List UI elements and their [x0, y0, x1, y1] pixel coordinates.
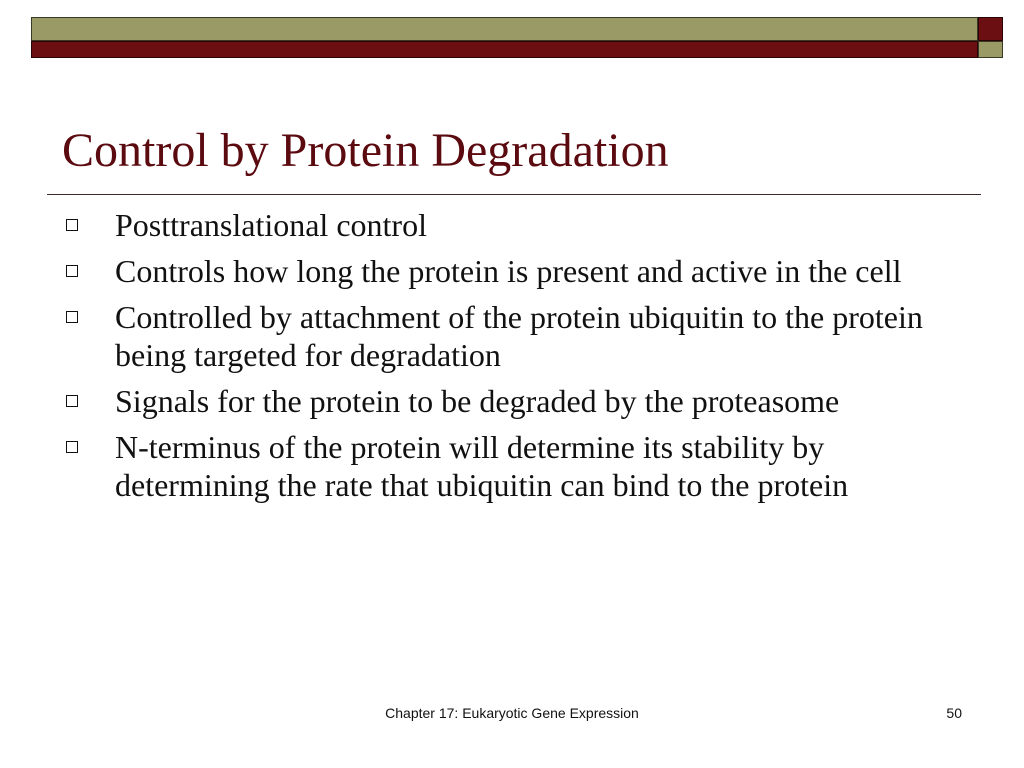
- bullet-text: Controlled by attachment of the protein ubiquitin to the protein being targeted for degradation: [115, 299, 923, 373]
- hollow-square-bullet-icon: [66, 395, 78, 407]
- bullet-list: [60, 206, 960, 512]
- slide-footer: Chapter 17: Eukaryotic Gene Expression: [385, 705, 639, 721]
- slide-title: Control by Protein Degradation: [62, 124, 669, 177]
- hollow-square-bullet-icon: [66, 311, 78, 323]
- title-divider: [47, 194, 981, 195]
- bullet-item: [60, 382, 960, 420]
- header-maroon-bar: [31, 41, 978, 58]
- hollow-square-bullet-icon: [66, 265, 78, 277]
- bullet-item: [60, 206, 960, 244]
- header-olive-bar: [31, 17, 978, 41]
- bullet-item: [60, 252, 960, 290]
- hollow-square-bullet-icon: [66, 441, 78, 453]
- bullet-text: Posttranslational control: [115, 207, 427, 243]
- page-number: 50: [946, 705, 962, 721]
- hollow-square-bullet-icon: [66, 219, 78, 231]
- header-maroon-square: [978, 17, 1003, 41]
- bullet-text: Controls how long the protein is present and active in the cell: [115, 253, 902, 289]
- bullet-text: Signals for the protein to be degraded by the proteasome: [115, 383, 840, 419]
- bullet-item: [60, 428, 960, 504]
- bullet-item: [60, 298, 960, 374]
- bullet-text: N-terminus of the protein will determine its stability by determining the rate that ubiquitin can bind to the protein: [115, 429, 849, 503]
- header-olive-square: [978, 41, 1003, 58]
